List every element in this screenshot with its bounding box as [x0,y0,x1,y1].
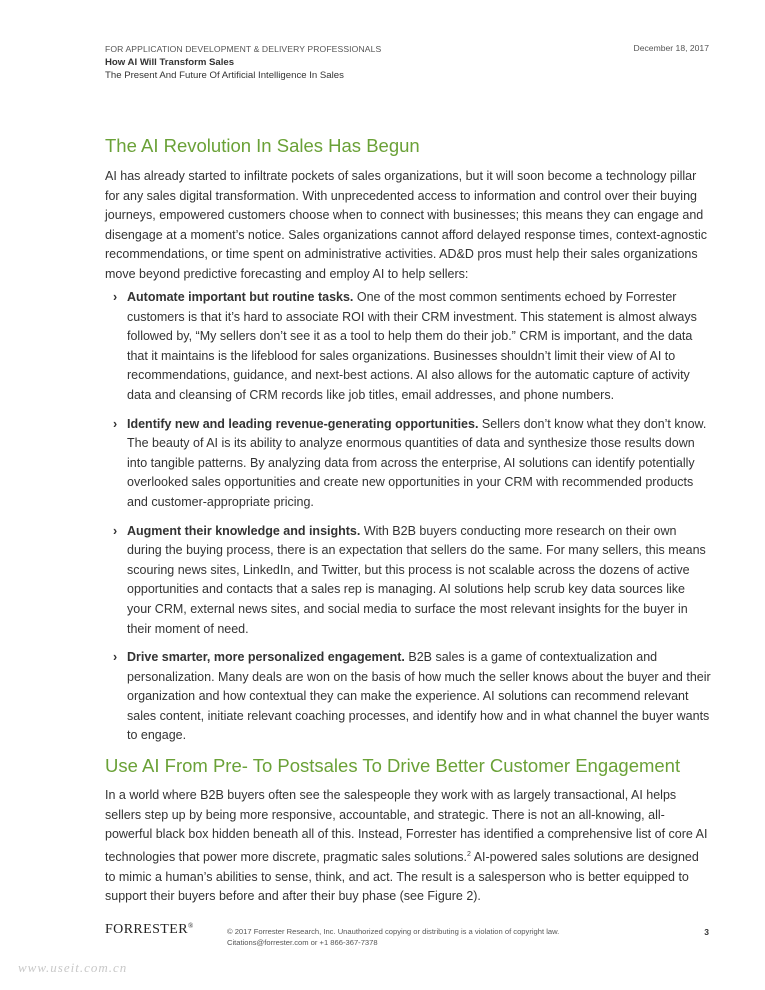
bullet-text: One of the most common sentiments echoed by Forrester customers is that it’s hard to associate ROI with their CRM investment. This statement is almost always followed by, “My sellers don’t see it as a tool to help them do their job.” CRM is important, and the data that it maintains is the lifeblood for sales organizations. Businesses shouldn’t limit their view of AI to recommendations, guidance, and next-best actions. AI also allows for the automatic capture of activity data and cleansing of CRM records like job titles, email addresses, and phone numbers. [127,290,697,402]
bullet-automate-tasks [105,288,711,406]
section-heading-ai-revolution: The AI Revolution In Sales Has Begun [105,135,420,156]
logo-text: FORRESTER [105,922,188,937]
footnote-ref[interactable]: 2 [467,850,471,858]
copyright-line: © 2017 Forrester Research, Inc. Unauthorized copying or distributing is a violation of copyright law. [227,927,560,936]
section-heading-use-ai: Use AI From Pre- To Postsales To Drive Better Customer Engagement [105,755,681,776]
section2-paragraph [105,786,711,907]
bullet-chevron-icon: › [113,650,118,665]
bullet-chevron-icon: › [113,523,118,538]
bullet-lead: Augment their knowledge and insights. [127,523,361,538]
running-header [105,43,381,82]
section2-text: In a world where B2B buyers often see the salespeople they work with as largely transactional, AI helps sellers step up by being more responsive, accountable, and strategic. There is not an all-knowing, all-powerful black box hidden beneath all of this. Instead, Forrester has identified a comprehensive list of core AI technologies that power more discrete, pragmatic sales solutions. [105,788,708,864]
bullet-list [105,288,711,755]
header-title: How AI Will Transform Sales [105,57,235,68]
bullet-text: B2B sales is a game of contextualization and personalization. Many deals are won on the basis of how much the seller knows about the buyer and their organization and how contextual they can make the experience. AI solutions can recommend relevant sales content, initiate relevant coaching processes, and identify how and in what channel the buyer wants to engage. [127,650,711,743]
bullet-chevron-icon: › [113,416,118,431]
contact-line: Citations@forrester.com or +1 866-367-7378 [227,937,378,947]
header-date: December 18, 2017 [633,43,709,53]
bullet-lead: Automate important but routine tasks. [127,290,354,304]
header-section: FOR APPLICATION DEVELOPMENT & DELIVERY PROFESSIONALS [105,44,382,54]
bullet-lead: Identify new and leading revenue-generating opportunities. [127,416,479,431]
header-subtitle: The Present And Future Of Artificial Intelligence In Sales [105,70,344,81]
bullet-personalized-engagement [105,648,711,746]
bullet-chevron-icon: › [113,290,118,304]
bullet-lead: Drive smarter, more personalized engagement. [127,650,405,665]
section2-text-cont: AI-powered sales solutions are designed to mimic a human’s abilities to sense, think, and act. The result is a salesperson who is better equipped to support their buyers before and after their buy phase (see Figure 2). [105,849,699,904]
page-number: 3 [704,927,709,937]
watermark: www.useit.com.cn [18,960,128,975]
bullet-text: Sellers don’t know what they don’t know. The beauty of AI is its ability to analyze enormous quantities of data and synthesize those results down into tangible patterns. By analyzing data from across the enterprise, AI solutions can identify potentially overlooked sales opportunities and create new opportunities in your CRM with recommended products and customer-appropriate pricing. [127,416,707,509]
bullet-augment-knowledge [105,522,711,640]
forrester-logo [105,922,194,938]
logo-registered: ® [187,922,194,930]
bullet-identify-opportunities [105,415,711,513]
intro-paragraph: AI has already started to infiltrate pockets of sales organizations, but it will soon become a technology pillar for any sales digital transformation. With unprecedented access to information and control over their buying journeys, empowered customers choose when to connect with businesses; this means they can engage and disengage at a moment’s notice. Sales organizations cannot afford delayed response times, context-agnostic recommendations, or time spent on administrative activities. AD&D pros must help their sales organizations move beyond predictive forecasting and employ AI to help sellers: [105,169,707,281]
bullet-text: With B2B buyers conducting more research on their own during the buying process, there is an expectation that sellers do the same. For many sellers, this means scouring news sites, LinkedIn, and Twitter, but this process is not scalable across the dozens of active opportunities and contacts that a sales rep is managing. AI solutions help scrub key data sources like your CRM, external news sites, and social media to surface the most relevant insights for the buyer in their moment of need. [127,523,706,636]
footer-copyright [227,927,559,948]
